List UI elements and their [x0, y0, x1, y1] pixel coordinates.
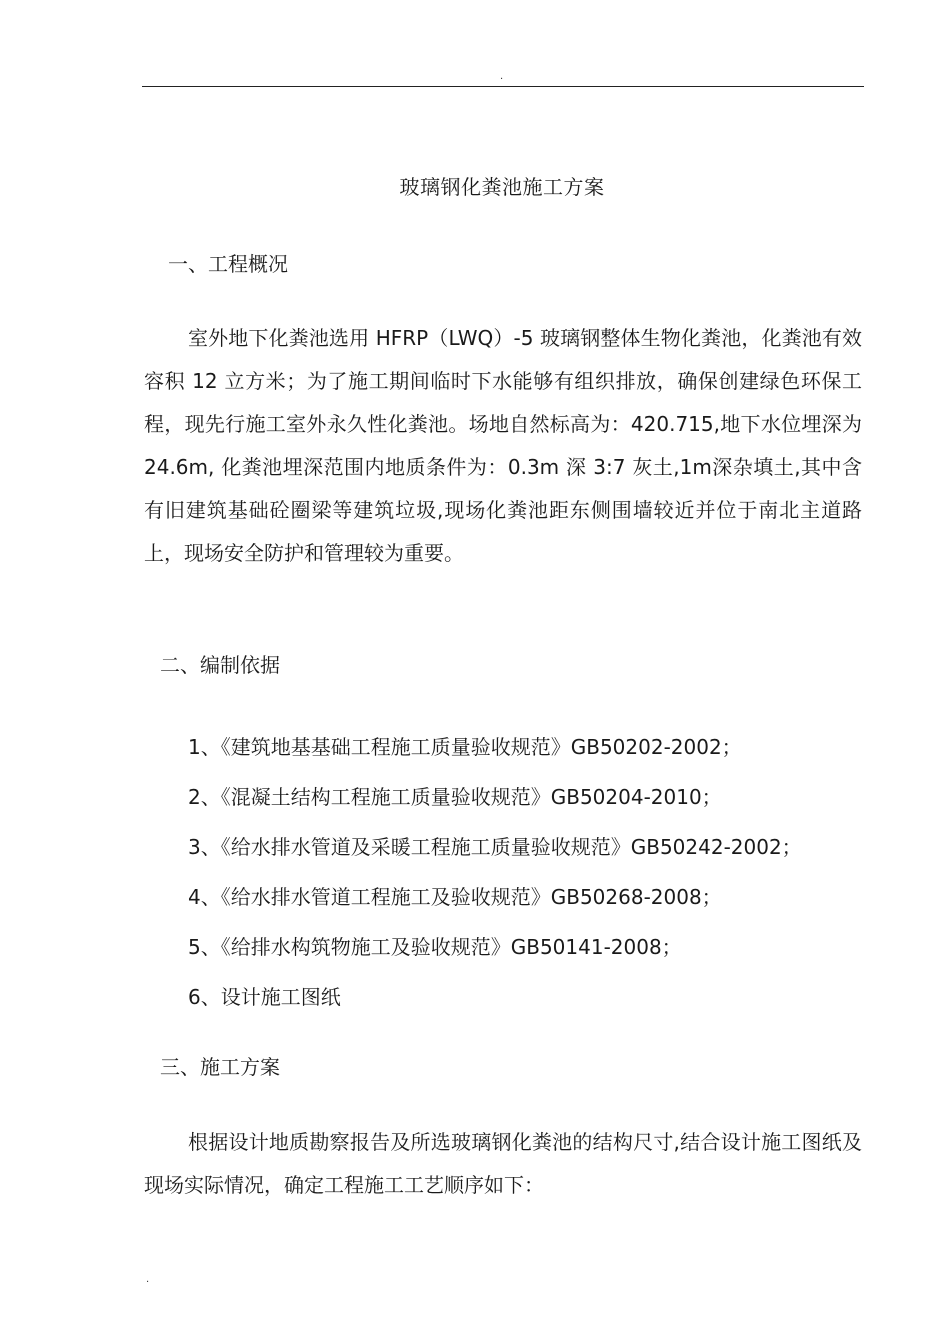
section-heading-overview: 一、工程概况: [168, 252, 288, 276]
plan-paragraph: 根据设计地质勘察报告及所选玻璃钢化粪池的结构尺寸,结合设计施工图纸及现场实际情况，确定工程施工工艺顺序如下：: [144, 1130, 862, 1197]
document-title: 玻璃钢化粪池施工方案: [399, 175, 605, 199]
reference-item: 1、《建筑地基基础工程施工质量验收规范》GB50202-2002；: [188, 735, 742, 759]
reference-item: 4、《给水排水管道工程施工及验收规范》GB50268-2008；: [188, 885, 722, 909]
overview-paragraph: 室外地下化粪池选用 HFRP（LWQ）-5 玻璃钢整体生物化粪池，化粪池有效容积 12 立方米；为了施工期间临时下水能够有组织排放，确保创建绿色环保工程，现先行施工室外永久性化粪池。场地自然标高为：420.715,地下水位埋深为 24.6m, 化粪池埋深范围内地质条件为：0.3m 深 3:7 灰土,1m深杂填土,其中含有旧建筑基础砼圈梁等建筑垃圾,现场化粪池距东侧围墙较近并位于南北主道路上，现场安全防护和管理较为重要。: [144, 326, 862, 565]
reference-item: 2、《混凝土结构工程施工质量验收规范》GB50204-2010；: [188, 785, 722, 809]
header-mark: .: [500, 71, 504, 82]
reference-item: 6、设计施工图纸: [188, 985, 341, 1009]
footer-mark: .: [146, 1274, 150, 1285]
reference-item: 5、《给排水构筑物施工及验收规范》GB50141-2008；: [188, 935, 682, 959]
reference-list: [188, 722, 802, 1022]
reference-item: 3、《给水排水管道及采暖工程施工质量验收规范》GB50242-2002；: [188, 835, 802, 859]
section-heading-plan: 三、施工方案: [160, 1055, 280, 1079]
header-rule: [142, 86, 864, 87]
section-heading-basis: 二、编制依据: [160, 653, 280, 677]
